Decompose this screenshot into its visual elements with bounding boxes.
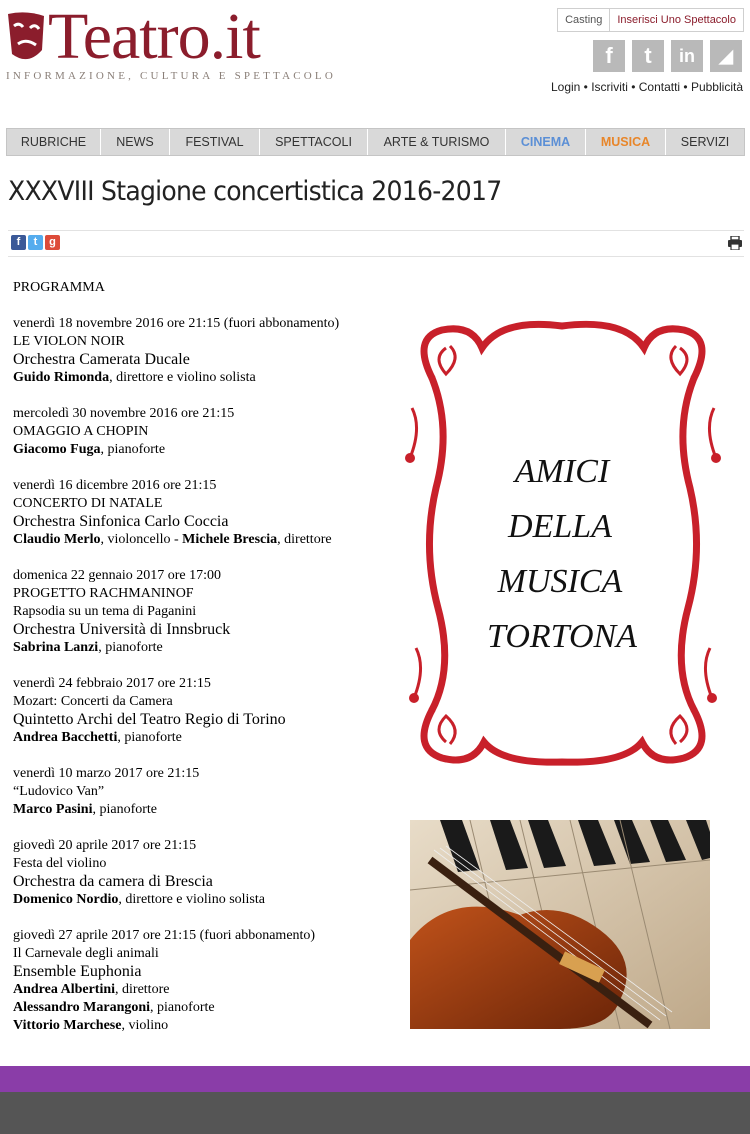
poster-line: DELLA xyxy=(508,508,612,545)
event-performer: Guido Rimonda, direttore e violino solista xyxy=(13,370,256,385)
event-performer: Andrea Albertini, direttore xyxy=(13,982,170,997)
nav-musica[interactable]: MUSICA xyxy=(586,129,666,155)
nav-festival[interactable]: FESTIVAL xyxy=(170,129,260,155)
share-google-icon[interactable]: g xyxy=(45,235,60,250)
event-performer: Vittorio Marchese, violino xyxy=(13,1018,169,1033)
event-ensemble: Quintetto Archi del Teatro Regio di Torino xyxy=(13,711,286,728)
event-date: giovedì 27 aprile 2017 ore 21:15 (fuori abbonamento) xyxy=(13,928,316,943)
event-subtitle: Rapsodia su un tema di Paganini xyxy=(13,604,197,619)
event-ensemble: Orchestra Sinfonica Carlo Coccia xyxy=(13,513,229,530)
event-performer: Marco Pasini, pianoforte xyxy=(13,802,157,817)
nav-spettacoli[interactable]: SPETTACOLI xyxy=(260,129,368,155)
event-item xyxy=(13,477,408,549)
nav-news[interactable]: NEWS xyxy=(101,129,170,155)
theatre-mask-logo-icon xyxy=(6,10,46,68)
event-performer: Domenico Nordio, direttore e violino solista xyxy=(13,892,265,907)
insert-show-link[interactable]: Inserisci Uno Spettacolo xyxy=(617,14,736,26)
event-subtitle: Mozart: Concerti da Camera xyxy=(13,694,173,709)
event-item xyxy=(13,675,408,747)
event-subtitle: Festa del violino xyxy=(13,856,107,871)
event-item xyxy=(13,927,408,1035)
event-item xyxy=(13,567,408,657)
site-tagline: INFORMAZIONE, CULTURA E SPETTACOLO xyxy=(6,70,336,82)
nav-cinema[interactable]: CINEMA xyxy=(506,129,586,155)
nav-servizi[interactable]: SERVIZI xyxy=(680,135,730,149)
event-title: CONCERTO DI NATALE xyxy=(13,496,163,511)
footer-band xyxy=(0,1066,750,1092)
casting-link[interactable]: Casting xyxy=(558,9,610,31)
event-date: giovedì 20 aprile 2017 ore 21:15 xyxy=(13,838,197,853)
share-facebook-icon[interactable]: f xyxy=(11,235,26,250)
event-ensemble: Orchestra Camerata Ducale xyxy=(13,351,190,368)
facebook-icon[interactable]: f xyxy=(593,40,625,72)
event-date: venerdì 24 febbraio 2017 ore 21:15 xyxy=(13,676,211,691)
event-item xyxy=(13,837,408,909)
divider xyxy=(8,230,744,231)
event-item xyxy=(13,765,408,819)
page-title: XXXVIII Stagione concertistica 2016-2017 xyxy=(8,176,502,207)
event-date: venerdì 18 novembre 2016 ore 21:15 (fuori abbonamento) xyxy=(13,316,340,331)
event-performer: Alessandro Marangoni, pianoforte xyxy=(13,1000,215,1015)
event-ensemble: Orchestra da camera di Brescia xyxy=(13,873,213,890)
event-title: OMAGGIO A CHOPIN xyxy=(13,424,149,439)
event-item xyxy=(13,405,408,459)
linkedin-icon[interactable]: in xyxy=(671,40,703,72)
print-icon[interactable] xyxy=(727,236,743,250)
event-title: LE VIOLON NOIR xyxy=(13,334,125,349)
main-nav xyxy=(6,128,745,156)
divider xyxy=(8,256,744,257)
event-title: PROGETTO RACHMANINOF xyxy=(13,586,194,601)
program-heading: PROGRAMMA xyxy=(13,280,105,295)
event-performer: Sabrina Lanzi, pianoforte xyxy=(13,640,163,655)
event-performer: Giacomo Fuga, pianoforte xyxy=(13,442,166,457)
event-subtitle: “Ludovico Van” xyxy=(13,784,105,799)
event-date: mercoledì 30 novembre 2016 ore 21:15 xyxy=(13,406,235,421)
nav-rubriche[interactable]: RUBRICHE xyxy=(7,129,101,155)
program-list xyxy=(13,279,408,1053)
top-links xyxy=(557,8,744,32)
event-item xyxy=(13,315,408,387)
nav-arte-turismo[interactable]: ARTE & TURISMO xyxy=(368,129,506,155)
violin-piano-photo xyxy=(410,820,710,1029)
footer xyxy=(0,1092,750,1134)
amici-della-musica-poster xyxy=(402,318,724,770)
poster-line: AMICI xyxy=(514,453,610,490)
event-date: venerdì 16 dicembre 2016 ore 21:15 xyxy=(13,478,217,493)
poster-line: MUSICA xyxy=(497,563,623,600)
twitter-icon[interactable]: t xyxy=(632,40,664,72)
event-date: domenica 22 gennaio 2017 ore 17:00 xyxy=(13,568,222,583)
site-logo[interactable]: Teatro.it xyxy=(48,0,260,73)
event-ensemble: Ensemble Euphonia xyxy=(13,963,142,980)
event-performer: Andrea Bacchetti, pianoforte xyxy=(13,730,182,745)
event-subtitle: Il Carnevale degli animali xyxy=(13,946,159,961)
rss-icon[interactable]: ◢ xyxy=(710,40,742,72)
poster-line: TORTONA xyxy=(487,618,637,655)
share-twitter-icon[interactable]: t xyxy=(28,235,43,250)
event-date: venerdì 10 marzo 2017 ore 21:15 xyxy=(13,766,200,781)
event-ensemble: Orchestra Università di Innsbruck xyxy=(13,621,231,638)
user-links[interactable]: Login • Iscriviti • Contatti • Pubblicità xyxy=(550,80,743,94)
event-performer: Claudio Merlo, violoncello - Michele Brescia, direttore xyxy=(13,532,332,547)
social-links xyxy=(593,40,742,72)
share-bar xyxy=(11,235,60,250)
